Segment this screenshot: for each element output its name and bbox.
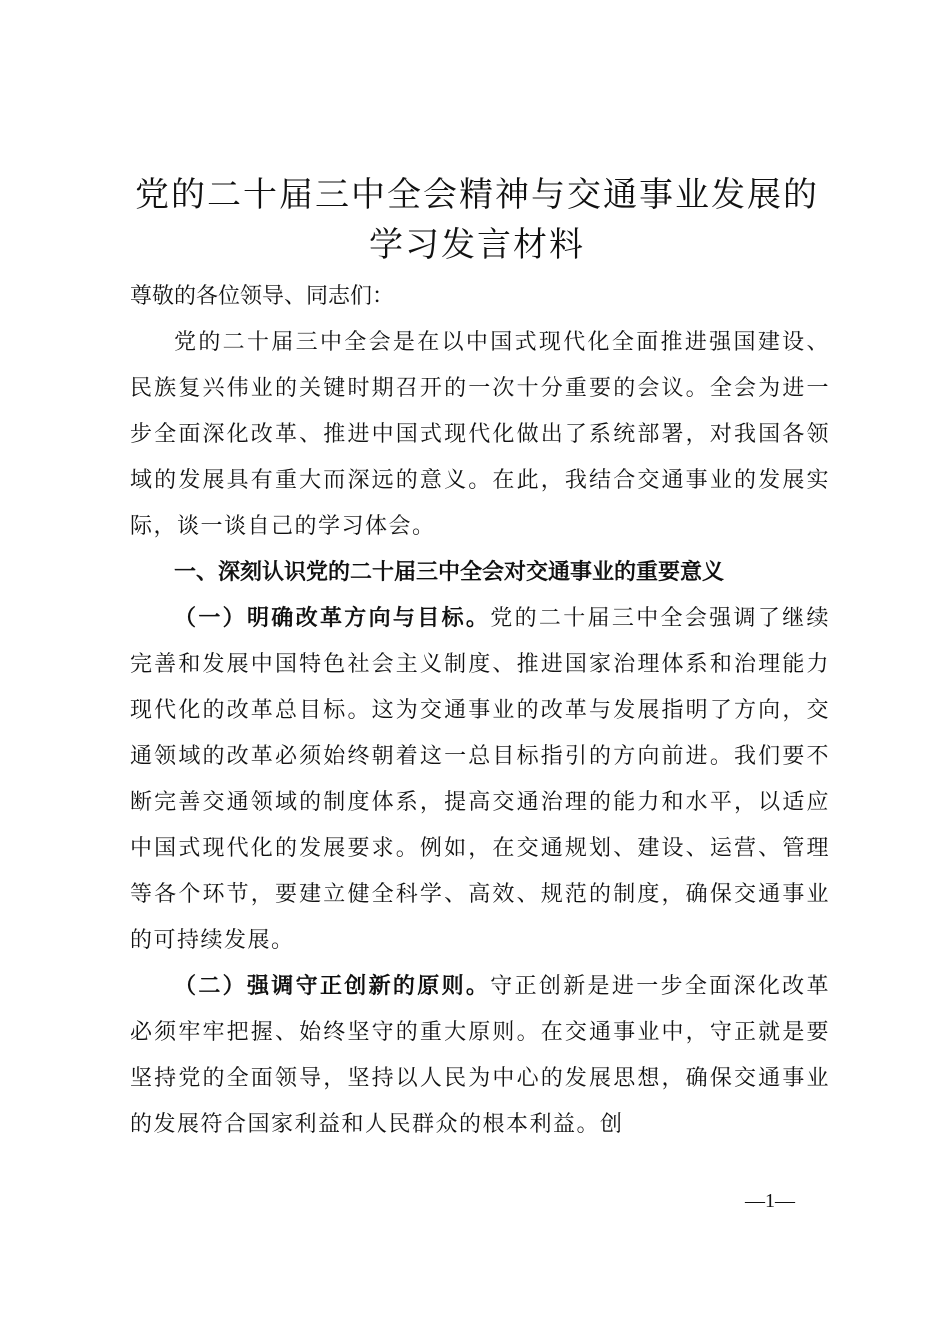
subsection-2-paragraph — [130, 964, 830, 1148]
intro-paragraph: 党的二十届三中全会是在以中国式现代化全面推进强国建设、民族复兴伟业的关键时期召开的一次十分重要的会议。全会为进一步全面深化改革、推进中国式现代化做出了系统部署，对我国各领域的发展具有重大而深远的意义。在此，我结合交通事业的发展实际，谈一谈自己的学习体会。 — [130, 330, 830, 539]
subsection-2-lead: （二）强调守正创新的原则。 — [174, 974, 491, 999]
subsection-1-lead: （一）明确改革方向与目标。 — [174, 606, 491, 631]
document-body — [130, 274, 830, 1148]
section-heading-1: 一、深刻认识党的二十届三中全会对交通事业的重要意义 — [174, 560, 725, 585]
subsection-1-text: 党的二十届三中全会强调了继续完善和发展中国特色社会主义制度、推进国家治理体系和治理能力现代化的改革总目标。这为交通事业的改革与发展指明了方向，交通领域的改革必须始终朝着这一总目标指引的方向前进。我们要不断完善交通领域的制度体系，提高交通治理的能力和水平，以适应中国式现代化的发展要求。例如，在交通规划、建设、运营、管理等各个环节，要建立健全科学、高效、规范的制度，确保交通事业的可持续发展。 — [130, 606, 830, 953]
page-number: —1— — [745, 1190, 795, 1212]
document-title: 党的二十届三中全会精神与交通事业发展的学习发言材料 — [135, 175, 819, 265]
subsection-2-text: 守正创新是进一步全面深化改革必须牢牢把握、始终坚守的重大原则。在交通事业中，守正就是要坚持党的全面领导，坚持以人民为中心的发展思想，确保交通事业的发展符合国家利益和人民群众的根本利益。创 — [130, 974, 830, 1137]
salutation: 尊敬的各位领导、同志们： — [130, 284, 395, 309]
subsection-1-paragraph — [130, 596, 830, 964]
